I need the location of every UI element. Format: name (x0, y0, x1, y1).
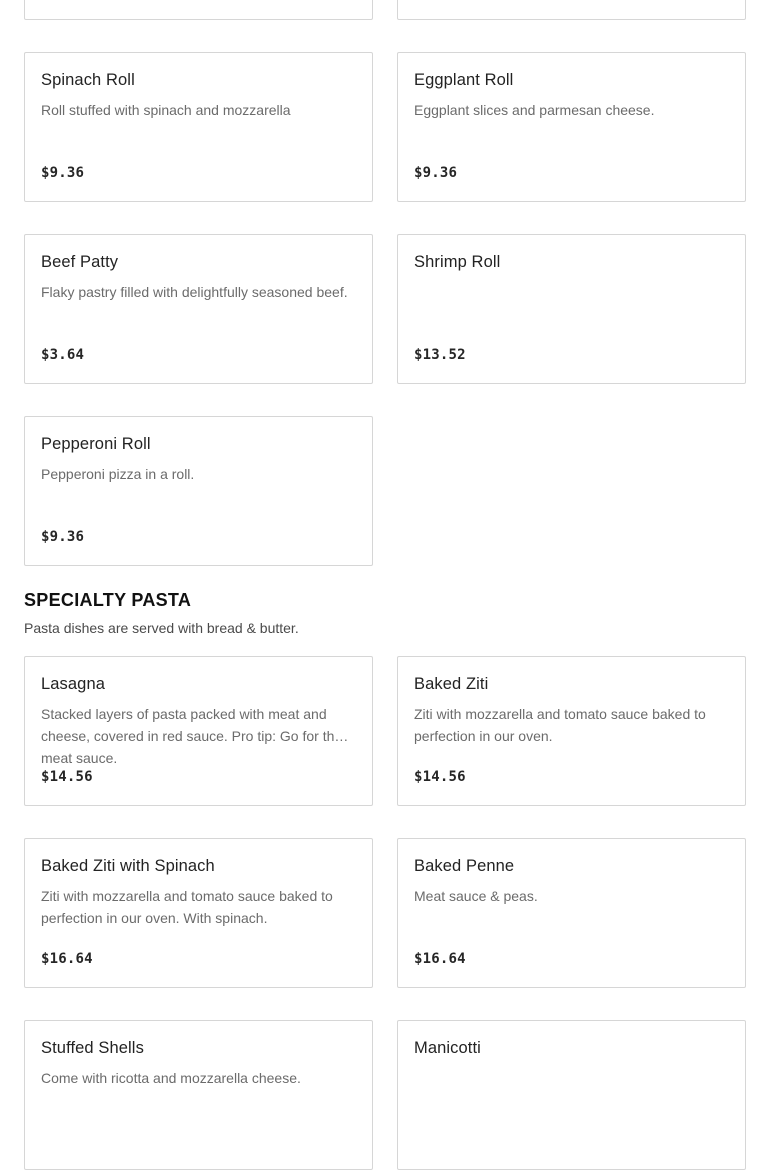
item-price: $16.64 (414, 951, 466, 967)
item-description: Pepperoni pizza in a roll. (41, 466, 195, 482)
item-price: $9.36 (41, 165, 85, 181)
item-price: $14.56 (414, 769, 466, 785)
item-name: Baked Ziti with Spinach (41, 857, 215, 875)
menu-item-beef-patty[interactable] (24, 234, 373, 384)
item-description: Come with ricotta and mozzarella cheese. (41, 1070, 301, 1086)
item-description: Stacked layers of pasta packed with meat and cheese, covered in red sauce. Pro tip: Go for the meat sauce. (41, 706, 343, 766)
item-description: Ziti with mozzarella and tomato sauce baked to perfection in our oven. With spinach. (41, 888, 333, 926)
item-name: Baked Ziti (414, 675, 489, 693)
menu-item-eggplant-roll[interactable] (397, 52, 746, 202)
item-name: Lasagna (41, 675, 106, 693)
item-price: $9.36 (414, 165, 458, 181)
menu-item-baked-penne[interactable] (397, 838, 746, 988)
item-price: $3.64 (41, 347, 85, 363)
item-name: Baked Penne (414, 857, 515, 875)
section-subtitle: Pasta dishes are served with bread & butter. (24, 620, 299, 636)
menu-item-lasagna[interactable] (24, 656, 373, 806)
item-description: Eggplant slices and parmesan cheese. (414, 102, 655, 118)
menu-item-baked-ziti[interactable] (397, 656, 746, 806)
item-price: $14.56 (41, 769, 93, 785)
item-name: Spinach Roll (41, 71, 135, 89)
menu-item-spinach-roll[interactable] (24, 52, 373, 202)
item-name: Shrimp Roll (414, 253, 501, 271)
menu-item-stuffed-shells[interactable] (24, 1020, 373, 1170)
menu-item-card-partial[interactable] (397, 0, 746, 20)
item-name: Pepperoni Roll (41, 435, 151, 453)
item-name: Beef Patty (41, 253, 119, 271)
item-name: Stuffed Shells (41, 1039, 144, 1057)
section-title: SPECIALTY PASTA (24, 590, 192, 610)
item-description: Roll stuffed with spinach and mozzarella (41, 102, 291, 118)
item-description: Flaky pastry filled with delightfully seasoned beef. (41, 284, 348, 300)
item-name: Eggplant Roll (414, 71, 514, 89)
item-price: $9.36 (41, 529, 85, 545)
menu-item-card-partial[interactable] (24, 0, 373, 20)
menu-item-manicotti[interactable] (397, 1020, 746, 1170)
menu-item-shrimp-roll[interactable] (397, 234, 746, 384)
item-price: $16.64 (41, 951, 93, 967)
menu-item-baked-ziti-spinach[interactable] (24, 838, 373, 988)
item-name: Manicotti (414, 1039, 481, 1057)
item-description: Meat sauce & peas. (414, 888, 538, 904)
menu-item-pepperoni-roll[interactable] (24, 416, 373, 566)
item-description: Ziti with mozzarella and tomato sauce baked to perfection in our oven. (414, 706, 706, 744)
item-price: $13.52 (414, 347, 466, 363)
